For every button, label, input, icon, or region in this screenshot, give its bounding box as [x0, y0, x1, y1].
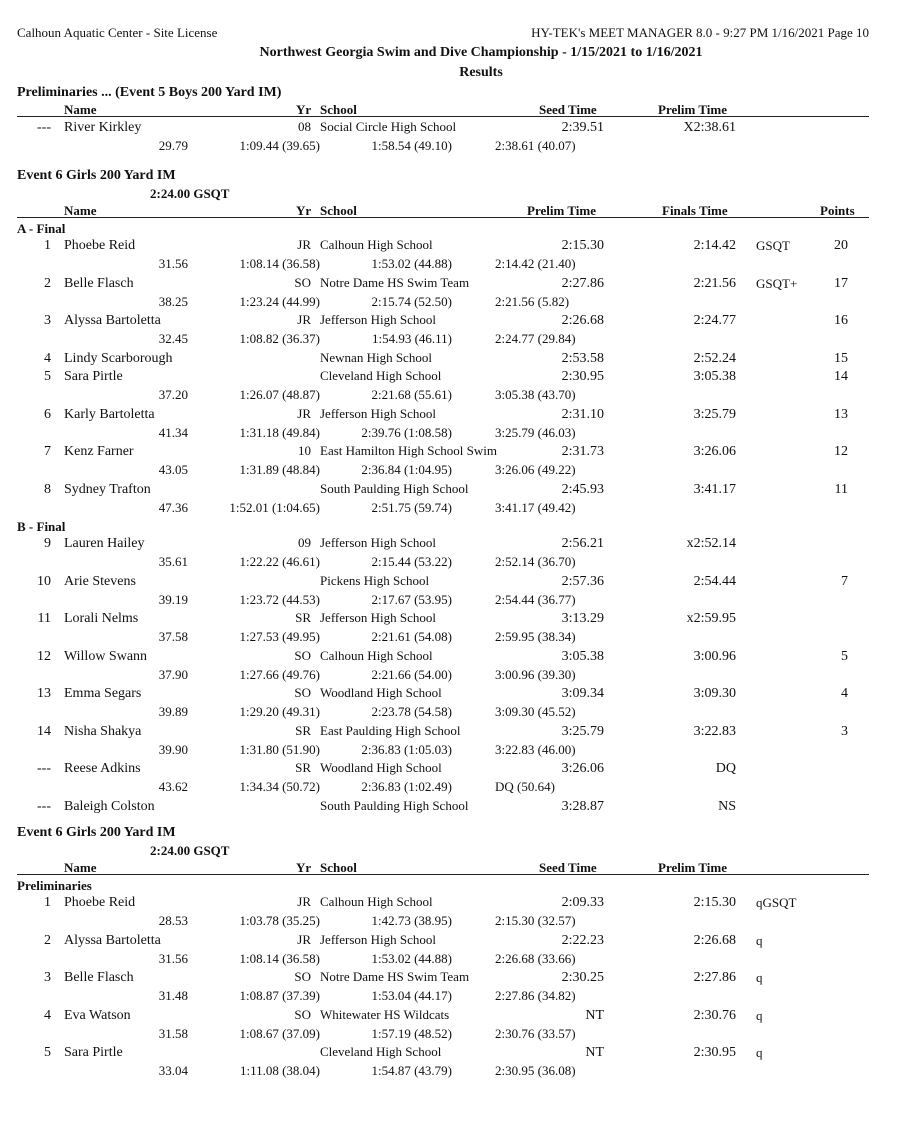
- split-200: 3:26.06 (49.22): [495, 462, 576, 477]
- event-title: Preliminaries ... (Event 5 Boys 200 Yard IM): [17, 85, 282, 100]
- split-100: 1:27.66 (49.76): [239, 666, 320, 682]
- seed-time: 2:56.21: [561, 536, 604, 551]
- points: 20: [834, 238, 848, 253]
- class-year: SO: [294, 969, 311, 984]
- swimmer-name: Sara Pirtle: [64, 369, 123, 384]
- split-200: 3:00.96 (39.30): [495, 666, 576, 682]
- school-name: Notre Dame HS Swim Team: [320, 274, 470, 290]
- school-name: Jefferson High School: [320, 405, 437, 421]
- column-header-prelim-time: Prelim Time: [527, 203, 596, 218]
- column-header-yr: Yr: [296, 860, 312, 875]
- split-50: 28.53: [158, 913, 188, 928]
- split-50: 43.05: [158, 462, 188, 477]
- column-header-name: Name: [64, 102, 97, 117]
- swimmer-name: Emma Segars: [64, 686, 142, 701]
- qualification-mark: q: [756, 932, 763, 948]
- points: 13: [834, 406, 848, 422]
- qualification-mark: qGSQT: [756, 895, 797, 910]
- result-time: 2:30.95: [693, 1045, 736, 1060]
- swimmer-name: Phoebe Reid: [64, 238, 136, 253]
- class-year: 08: [298, 119, 311, 134]
- result-time: 2:15.30: [693, 895, 736, 910]
- split-150: 2:15.44 (53.22): [371, 554, 452, 569]
- class-year: JR: [297, 237, 311, 252]
- seed-time: NT: [585, 1007, 604, 1023]
- column-header-yr: Yr: [296, 102, 312, 117]
- place: 14: [37, 723, 51, 739]
- split-150: 2:17.67 (53.95): [371, 591, 452, 607]
- split-100: 1:26.07 (48.87): [239, 387, 320, 402]
- seed-time: 2:53.58: [561, 350, 604, 366]
- place: 2: [44, 932, 51, 948]
- group-label: A - Final: [17, 221, 66, 236]
- split-100: 1:23.24 (44.99): [239, 293, 320, 309]
- split-100: 1:08.87 (37.39): [239, 988, 320, 1003]
- split-200: DQ (50.64): [495, 779, 555, 794]
- split-100: 1:08.82 (36.37): [239, 331, 320, 346]
- qualification-mark: GSQT: [756, 238, 790, 253]
- class-year: SO: [294, 685, 311, 700]
- split-200: 3:05.38 (43.70): [495, 387, 576, 402]
- event-title: Event 6 Girls 200 Yard IM: [17, 825, 176, 840]
- class-year: SR: [295, 722, 311, 738]
- qualifying-standard: 2:24.00 GSQT: [150, 186, 230, 201]
- split-100: 1:08.67 (37.09): [239, 1025, 320, 1041]
- points: 4: [841, 686, 848, 701]
- split-200: 2:54.44 (36.77): [495, 591, 576, 607]
- result-time: 2:14.42: [693, 238, 736, 253]
- swimmer-name: Sara Pirtle: [64, 1045, 123, 1060]
- split-50: 38.25: [158, 293, 188, 309]
- split-150: 2:21.68 (55.61): [371, 387, 452, 402]
- class-year: SR: [295, 610, 311, 625]
- points: 11: [834, 481, 848, 497]
- qualification-mark: q: [756, 1007, 763, 1023]
- swimmer-name: Reese Adkins: [64, 761, 141, 776]
- split-50: 35.61: [158, 554, 188, 569]
- result-time: DQ: [715, 761, 736, 776]
- split-50: 33.04: [158, 1063, 188, 1078]
- split-200: 2:52.14 (36.70): [495, 554, 576, 569]
- swimmer-name: Eva Watson: [64, 1007, 131, 1023]
- result-time: 3:25.79: [693, 406, 736, 422]
- split-100: 1:08.14 (36.58): [239, 950, 320, 966]
- split-100: 1:52.01 (1:04.65): [229, 499, 320, 515]
- group-label: B - Final: [17, 519, 66, 534]
- split-200: 2:26.68 (33.66): [495, 950, 576, 966]
- school-name: Notre Dame HS Swim Team: [320, 969, 470, 984]
- place: 6: [44, 406, 51, 422]
- split-150: 1:53.02 (44.88): [371, 256, 452, 271]
- seed-time: 3:28.87: [561, 798, 604, 814]
- qualification-mark: q: [756, 970, 763, 985]
- school-name: Cleveland High School: [320, 368, 442, 383]
- result-time: x2:52.14: [686, 536, 736, 551]
- license-text: Calhoun Aquatic Center - Site License: [17, 25, 218, 40]
- place: ---: [37, 798, 51, 814]
- software-info: HY-TEK's MEET MANAGER 8.0 - 9:27 PM 1/16/2021 Page 10: [531, 25, 869, 40]
- split-200: 2:27.86 (34.82): [495, 988, 576, 1003]
- swimmer-name: Karly Bartoletta: [64, 406, 155, 422]
- place: 12: [37, 648, 51, 664]
- result-time: 2:27.86: [693, 970, 736, 985]
- seed-time: 2:27.86: [561, 275, 604, 291]
- school-name: Calhoun High School: [320, 237, 433, 252]
- result-time: 3:05.38: [693, 369, 736, 384]
- split-150: 2:39.76 (1:08.58): [361, 424, 452, 440]
- swimmer-name: Kenz Farner: [64, 444, 134, 459]
- place: 3: [44, 970, 51, 985]
- split-50: 37.20: [158, 387, 188, 402]
- place: 2: [44, 275, 51, 291]
- swimmer-name: Lorali Nelms: [64, 611, 139, 626]
- result-time: 3:09.30: [693, 686, 736, 701]
- place: 11: [37, 611, 51, 626]
- seed-time: 2:45.93: [561, 481, 604, 497]
- school-name: Calhoun High School: [320, 647, 433, 663]
- swimmer-name: Alyssa Bartoletta: [64, 932, 161, 948]
- column-header-rule: [17, 874, 869, 875]
- result-time: 3:22.83: [693, 723, 736, 739]
- swimmer-name: Baleigh Colston: [64, 798, 155, 814]
- split-150: 2:36.83 (1:05.03): [361, 741, 452, 757]
- place: 1: [44, 238, 51, 253]
- column-header-rule: [17, 217, 869, 218]
- split-200: 3:41.17 (49.42): [495, 499, 576, 515]
- result-time: X2:38.61: [683, 120, 736, 135]
- points: 12: [834, 444, 848, 459]
- split-200: 3:25.79 (46.03): [495, 424, 576, 440]
- column-header-seed-time: Seed Time: [539, 102, 597, 117]
- split-150: 1:53.04 (44.17): [371, 988, 452, 1003]
- split-200: 3:09.30 (45.52): [495, 704, 576, 719]
- column-header-name: Name: [64, 860, 97, 875]
- split-150: 1:57.19 (48.52): [371, 1025, 452, 1041]
- split-200: 2:59.95 (38.34): [495, 629, 576, 644]
- event-title: Event 6 Girls 200 Yard IM: [17, 168, 176, 183]
- swimmer-name: Lindy Scarborough: [64, 350, 173, 366]
- split-100: 1:08.14 (36.58): [239, 256, 320, 271]
- column-header-finals-time: Finals Time: [662, 203, 728, 218]
- split-100: 1:03.78 (35.25): [239, 913, 320, 928]
- seed-time: 3:25.79: [561, 723, 604, 739]
- column-header-name: Name: [64, 203, 97, 218]
- split-100: 1:31.89 (48.84): [239, 462, 320, 477]
- split-50: 37.58: [158, 629, 188, 644]
- page-subtitle: Results: [459, 65, 503, 80]
- school-name: Woodland High School: [320, 760, 442, 775]
- split-100: 1:27.53 (49.95): [239, 629, 320, 644]
- seed-time: 2:57.36: [561, 573, 604, 589]
- class-year: JR: [297, 312, 311, 327]
- swimmer-name: Nisha Shakya: [64, 723, 142, 739]
- swimmer-name: Arie Stevens: [64, 573, 136, 589]
- split-200: 2:30.95 (36.08): [495, 1063, 576, 1078]
- split-100: 1:23.72 (44.53): [239, 591, 320, 607]
- class-year: 10: [298, 443, 311, 458]
- seed-time: 3:09.34: [561, 686, 604, 701]
- seed-time: 3:13.29: [561, 611, 604, 626]
- split-50: 39.89: [158, 704, 188, 719]
- split-100: 1:31.80 (51.90): [239, 741, 320, 757]
- points: 14: [834, 369, 848, 384]
- place: 9: [44, 536, 51, 551]
- swimmer-name: Willow Swann: [64, 648, 148, 664]
- seed-time: NT: [585, 1045, 604, 1060]
- place: 8: [44, 481, 51, 497]
- result-time: 2:30.76: [693, 1007, 736, 1023]
- school-name: Jefferson High School: [320, 312, 437, 327]
- split-50: 31.48: [158, 988, 188, 1003]
- split-200: 2:21.56 (5.82): [495, 293, 570, 309]
- swimmer-name: River Kirkley: [64, 120, 142, 135]
- split-50: 31.58: [158, 1025, 188, 1041]
- swimmer-name: Phoebe Reid: [64, 895, 136, 910]
- seed-time: 3:26.06: [561, 761, 604, 776]
- class-year: JR: [297, 405, 311, 421]
- result-time: NS: [718, 798, 736, 814]
- column-header-seed-time: Seed Time: [539, 860, 597, 875]
- points: 3: [841, 723, 848, 739]
- split-50: 39.90: [158, 741, 188, 757]
- split-200: 2:15.30 (32.57): [495, 913, 576, 928]
- split-150: 1:58.54 (49.10): [371, 138, 452, 153]
- school-name: South Paulding High School: [320, 797, 469, 813]
- class-year: SO: [294, 274, 311, 290]
- column-header-school: School: [320, 102, 357, 117]
- qualification-mark: GSQT+: [756, 275, 798, 291]
- seed-time: 2:09.33: [561, 895, 604, 910]
- school-name: Cleveland High School: [320, 1044, 442, 1059]
- split-150: 1:54.93 (46.11): [371, 331, 452, 346]
- result-time: 2:54.44: [693, 573, 736, 589]
- split-50: 43.62: [158, 779, 188, 794]
- school-name: Jefferson High School: [320, 535, 437, 550]
- class-year: JR: [297, 931, 311, 947]
- split-50: 39.19: [158, 591, 188, 607]
- split-150: 2:21.61 (54.08): [371, 629, 452, 644]
- column-header-points: Points: [820, 203, 855, 218]
- split-150: 2:23.78 (54.58): [371, 704, 452, 719]
- school-name: Woodland High School: [320, 685, 442, 700]
- split-150: 2:51.75 (59.74): [371, 499, 452, 515]
- swimmer-name: Belle Flasch: [64, 970, 134, 985]
- split-50: 47.36: [158, 499, 188, 515]
- place: 4: [44, 350, 51, 366]
- split-50: 31.56: [158, 950, 188, 966]
- seed-time: 2:30.95: [561, 369, 604, 384]
- split-150: 1:53.02 (44.88): [371, 950, 452, 966]
- split-200: 3:22.83 (46.00): [495, 741, 576, 757]
- meet-title: Northwest Georgia Swim and Dive Championship - 1/15/2021 to 1/16/2021: [259, 45, 703, 60]
- points: 17: [834, 275, 848, 291]
- split-100: 1:09.44 (39.65): [239, 138, 320, 153]
- split-200: 2:38.61 (40.07): [495, 138, 576, 153]
- split-100: 1:34.34 (50.72): [239, 779, 320, 794]
- school-name: Pickens High School: [320, 572, 430, 588]
- seed-time: 2:31.73: [561, 444, 604, 459]
- split-100: 1:22.22 (46.61): [239, 554, 320, 569]
- seed-time: 2:30.25: [561, 970, 604, 985]
- qualification-mark: q: [756, 1045, 763, 1060]
- place: ---: [37, 761, 51, 776]
- school-name: Jefferson High School: [320, 931, 437, 947]
- split-100: 1:11.08 (38.04): [239, 1063, 320, 1078]
- class-year: JR: [297, 894, 311, 909]
- split-150: 2:21.66 (54.00): [371, 666, 452, 682]
- qualifying-standard: 2:24.00 GSQT: [150, 843, 230, 858]
- result-time: 2:52.24: [693, 350, 736, 366]
- result-time: x2:59.95: [686, 611, 736, 626]
- split-50: 29.79: [158, 138, 188, 153]
- seed-time: 2:15.30: [561, 238, 604, 253]
- split-150: 2:36.84 (1:04.95): [361, 462, 452, 477]
- place: 5: [44, 1045, 51, 1060]
- column-header-prelim-time: Prelim Time: [658, 102, 727, 117]
- seed-time: 3:05.38: [561, 648, 604, 664]
- split-200: 2:24.77 (29.84): [495, 331, 576, 346]
- column-header-rule: [17, 116, 869, 117]
- swimmer-name: Sydney Trafton: [64, 481, 151, 497]
- school-name: East Hamilton High School Swim: [320, 443, 497, 458]
- school-name: Jefferson High School: [320, 610, 437, 625]
- split-200: 2:14.42 (21.40): [495, 256, 576, 271]
- result-time: 2:26.68: [693, 932, 736, 948]
- school-name: Newnan High School: [320, 349, 432, 365]
- column-header-school: School: [320, 860, 357, 875]
- split-50: 31.56: [158, 256, 188, 271]
- split-50: 32.45: [158, 331, 188, 346]
- result-time: 2:24.77: [693, 313, 736, 328]
- result-time: 3:41.17: [693, 481, 736, 497]
- school-name: Calhoun High School: [320, 894, 433, 909]
- swimmer-name: Alyssa Bartoletta: [64, 313, 161, 328]
- school-name: Social Circle High School: [320, 119, 457, 134]
- points: 16: [834, 313, 848, 328]
- place: 3: [44, 313, 51, 328]
- split-100: 1:31.18 (49.84): [239, 424, 320, 440]
- split-200: 2:30.76 (33.57): [495, 1025, 576, 1041]
- group-label: Preliminaries: [17, 878, 92, 893]
- class-year: SR: [295, 760, 311, 775]
- class-year: SO: [294, 647, 311, 663]
- place: ---: [37, 120, 51, 135]
- class-year: 09: [298, 535, 311, 550]
- points: 7: [841, 573, 848, 589]
- place: 4: [44, 1007, 51, 1023]
- split-150: 1:54.87 (43.79): [371, 1063, 452, 1078]
- column-header-prelim-time: Prelim Time: [658, 860, 727, 875]
- school-name: South Paulding High School: [320, 480, 469, 496]
- points: 15: [834, 350, 848, 366]
- swimmer-name: Lauren Hailey: [64, 536, 145, 551]
- result-time: 3:00.96: [693, 648, 736, 664]
- school-name: East Paulding High School: [320, 722, 461, 738]
- split-150: 1:42.73 (38.95): [371, 913, 452, 928]
- split-150: 2:36.83 (1:02.49): [361, 779, 452, 794]
- column-header-yr: Yr: [296, 203, 312, 218]
- place: 7: [44, 444, 51, 459]
- seed-time: 2:26.68: [561, 313, 604, 328]
- class-year: SO: [294, 1006, 311, 1022]
- result-time: 3:26.06: [693, 444, 736, 459]
- column-header-school: School: [320, 203, 357, 218]
- result-time: 2:21.56: [693, 275, 736, 291]
- school-name: Whitewater HS Wildcats: [320, 1006, 450, 1022]
- seed-time: 2:39.51: [561, 120, 604, 135]
- split-100: 1:29.20 (49.31): [239, 704, 320, 719]
- split-50: 41.34: [158, 424, 188, 440]
- swimmer-name: Belle Flasch: [64, 275, 134, 291]
- place: 10: [37, 573, 51, 589]
- place: 1: [44, 895, 51, 910]
- seed-time: 2:31.10: [561, 406, 604, 422]
- points: 5: [841, 648, 848, 664]
- place: 13: [37, 686, 51, 701]
- split-150: 2:15.74 (52.50): [371, 293, 452, 309]
- place: 5: [44, 369, 51, 384]
- seed-time: 2:22.23: [561, 932, 604, 948]
- split-50: 37.90: [158, 666, 188, 682]
